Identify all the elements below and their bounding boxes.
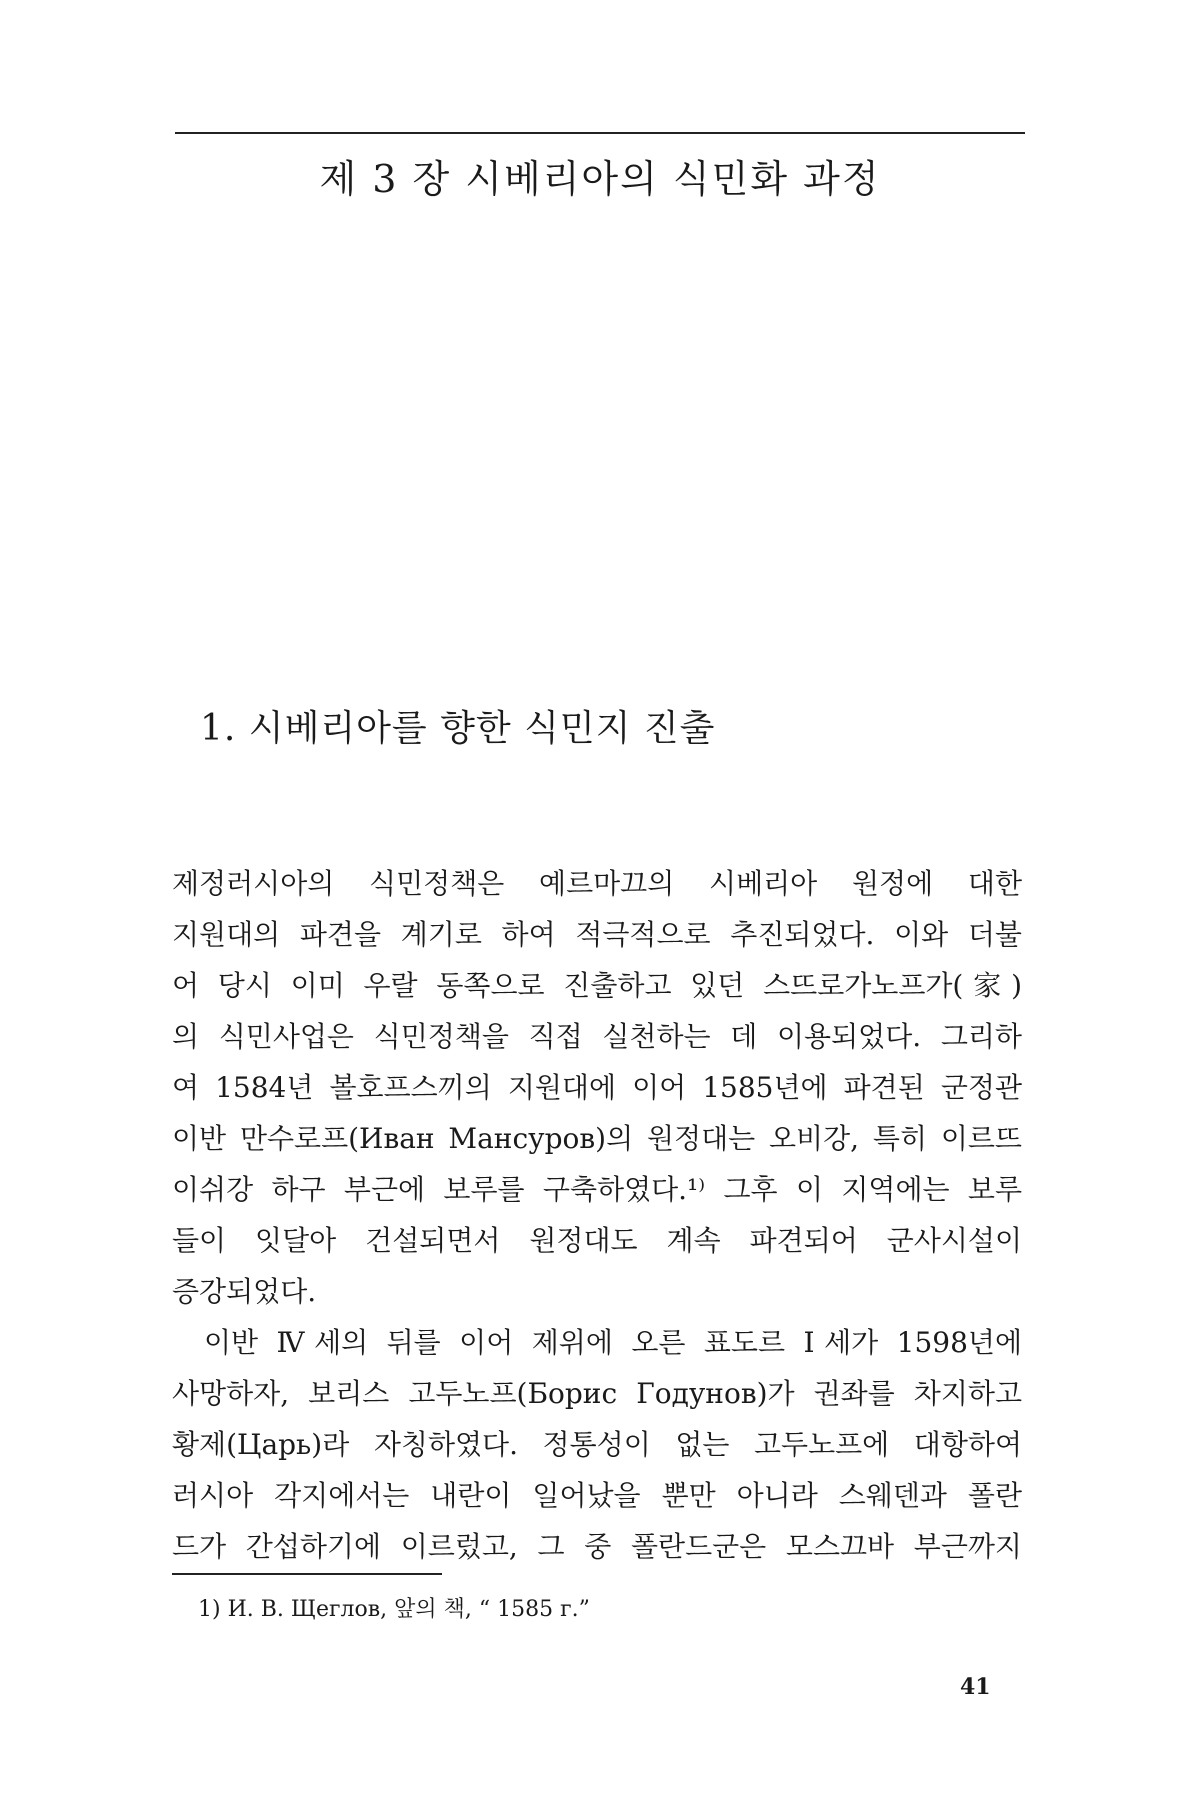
- footnote: 1) И. В. Щеглов, 앞의 책, “ 1585 г.”: [198, 1597, 590, 1622]
- body-text: [172, 858, 1022, 1572]
- text-line: 지원대의 파견을 계기로 하여 적극적으로 추진되었다. 이와 더불: [172, 918, 1022, 951]
- top-rule: [175, 132, 1025, 134]
- text-line: 이반 Ⅳ세의 뒤를 이어 제위에 오른 표도르 Ⅰ세가 1598년에: [204, 1326, 1022, 1359]
- text-line: 어 당시 이미 우랄 동쪽으로 진출하고 있던 스뜨로가노프가(家): [172, 969, 1022, 1002]
- section-title: 1. 시베리아를 향한 식민지 진출: [200, 708, 716, 749]
- text-line: 사망하자, 보리스 고두노프(Борис Годунов)가 권좌를 차지하고: [172, 1377, 1022, 1410]
- text-line: 여 1584년 볼호프스끼의 지원대에 이어 1585년에 파견된 군정관: [172, 1071, 1022, 1104]
- text-line: 제정러시아의 식민정책은 예르마끄의 시베리아 원정에 대한: [172, 867, 1022, 900]
- text-line: 들이 잇달아 건설되면서 원정대도 계속 파견되어 군사시설이: [172, 1224, 1022, 1257]
- footnote-rule: [172, 1573, 442, 1575]
- text-line: 의 식민사업은 식민정책을 직접 실천하는 데 이용되었다. 그리하: [172, 1020, 1022, 1053]
- text-line: 증강되었다.: [172, 1275, 317, 1308]
- text-line: 이쉬강 하구 부근에 보루를 구축하였다.¹⁾ 그후 이 지역에는 보루: [172, 1173, 1022, 1206]
- page-number: 41: [960, 1674, 991, 1700]
- chapter-title: 제 3 장 시베리아의 식민화 과정: [319, 157, 881, 201]
- text-line: 러시아 각지에서는 내란이 일어났을 뿐만 아니라 스웨덴과 폴란: [172, 1479, 1022, 1512]
- text-line: 황제(Царь)라 자칭하였다. 정통성이 없는 고두노프에 대항하여: [172, 1428, 1022, 1461]
- text-line: 드가 간섭하기에 이르렀고, 그 중 폴란드군은 모스끄바 부근까지: [172, 1530, 1022, 1563]
- text-line: 이반 만수로프(Иван Мансуров)의 원정대는 오비강, 특히 이르뜨: [172, 1122, 1022, 1155]
